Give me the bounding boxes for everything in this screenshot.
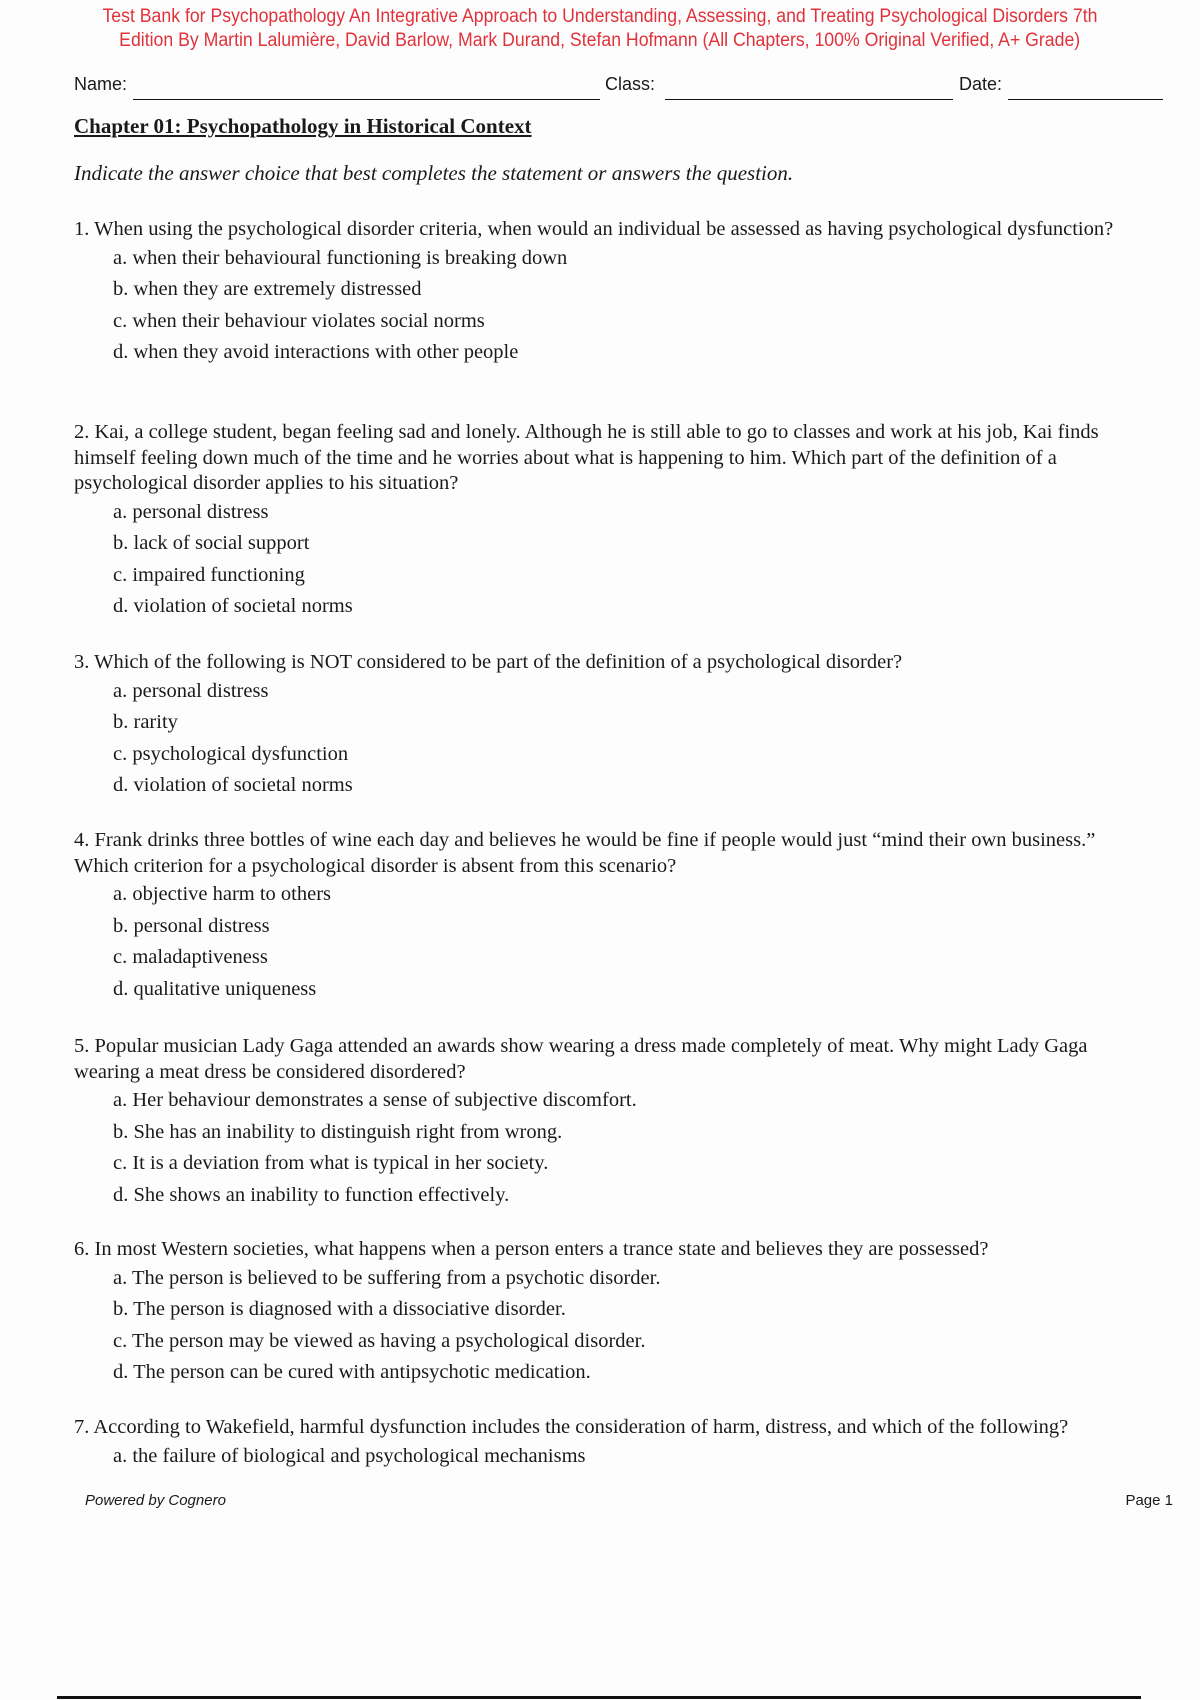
answer-option: c. when their behaviour violates social norms [113,309,485,332]
chapter-heading: Chapter 01: Psychopathology in Historical Context [74,114,532,138]
question-1 [74,217,1154,369]
answer-option: a. the failure of biological and psychological mechanisms [113,1444,586,1467]
question-text: 6. In most Western societies, what happens when a person enters a trance state and believes they are possessed? [74,1238,989,1260]
answer-option: a. personal distress [113,500,269,523]
answer-option: b. lack of social support [113,532,310,554]
answer-option: c. psychological dysfunction [113,742,349,765]
answer-option: c. maladaptiveness [113,946,268,968]
answer-option: d. violation of societal norms [113,774,353,796]
name-field-line [133,99,600,100]
answer-option: d. She shows an inability to function effectively. [113,1183,510,1206]
title-text: Edition By Martin Lalumière, David Barlow, Mark Durand, Stefan Hofmann (All Chapters, 100% Original Verified, A+ Grade) [119,30,1081,51]
date-label: Date: [959,74,1003,94]
answer-option: d. violation of societal norms [113,595,353,617]
answer-option: c. impaired functioning [113,563,305,586]
question-3 [74,650,1154,802]
name-label: Name: [74,74,128,94]
page-number: Page 1 [1125,1492,1173,1509]
class-field-line [665,99,953,100]
answer-option: d. The person can be cured with antipsychotic medication. [113,1361,591,1383]
question-text: 4. Frank drinks three bottles of wine each day and believes he would be fine if people would just “mind their own business.” Which criterion for a psychological disorder is absent from this scenario? [74,829,1096,877]
answer-option: b. She has an inability to distinguish right from wrong. [113,1120,563,1143]
instructions: Indicate the answer choice that best completes the statement or answers the question. [74,161,794,185]
answer-option: b. personal distress [113,914,270,937]
answer-option: b. when they are extremely distressed [113,278,422,300]
question-6 [74,1237,1154,1389]
date-field-line [1008,99,1163,100]
answer-option: a. The person is believed to be suffering from a psychotic disorder. [113,1266,661,1289]
question-text: 3. Which of the following is NOT considered to be part of the definition of a psychological disorder? [74,651,903,673]
answer-option: d. qualitative uniqueness [113,977,317,1000]
answer-option: b. rarity [113,711,178,733]
answer-option: b. The person is diagnosed with a dissociative disorder. [113,1298,566,1320]
answer-option: a. Her behaviour demonstrates a sense of subjective discomfort. [113,1089,637,1111]
document-title-line-2 [0,30,1200,52]
answer-option: d. when they avoid interactions with other people [113,341,519,363]
document-title-line-1 [0,6,1200,28]
question-2 [74,420,1154,623]
question-5 [74,1034,1154,1211]
page-divider [57,1696,1141,1699]
powered-by: Powered by Cognero [85,1492,226,1509]
question-7 [74,1415,1154,1472]
title-text: Test Bank for Psychopathology An Integrative Approach to Understanding, Assessing, and Treating Psychological Disorders 7th [102,6,1098,27]
question-text: 2. Kai, a college student, began feeling sad and lonely. Although he is still able to go to classes and work at his job, Kai finds himself feeling down much of the time and he worries about what is happening to him. Which part of the definition of a psychological disorder applies to his situation? [74,421,1099,494]
question-text: 1. When using the psychological disorder criteria, when would an individual be assessed as having psychological dysfunction? [74,218,1114,240]
answer-option: a. when their behavioural functioning is breaking down [113,246,568,269]
question-4 [74,828,1154,1005]
answer-option: a. personal distress [113,679,269,702]
answer-option: c. It is a deviation from what is typical in her society. [113,1152,549,1174]
question-text: 7. According to Wakefield, harmful dysfunction includes the consideration of harm, distress, and which of the following? [74,1416,1069,1438]
answer-option: a. objective harm to others [113,883,332,905]
answer-option: c. The person may be viewed as having a psychological disorder. [113,1329,646,1352]
class-label: Class: [605,74,656,94]
question-text: 5. Popular musician Lady Gaga attended an awards show wearing a dress made completely of meat. Why might Lady Gaga wearing a meat dress be considered disordered? [74,1035,1088,1083]
